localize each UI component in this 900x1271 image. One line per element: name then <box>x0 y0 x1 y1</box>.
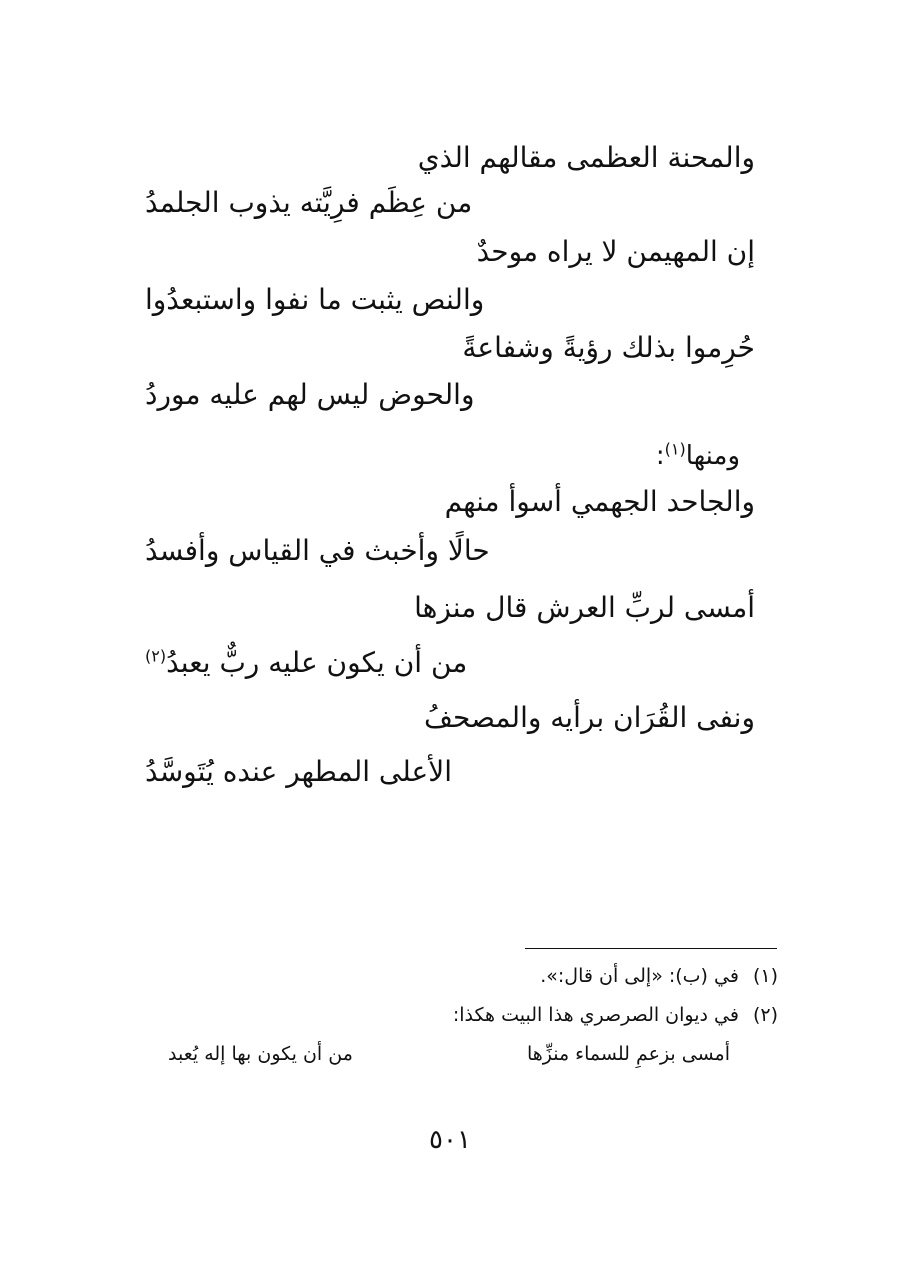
footnote-separator <box>525 948 777 949</box>
verse-3-second-hemistich: والحوض ليس لهم عليه موردُ <box>145 378 475 411</box>
verse-4-second-hemistich: حالًا وأخبث في القياس وأفسدُ <box>145 534 490 567</box>
footnote-ref-1: (١) <box>664 439 686 459</box>
verse-6-first-hemistich: ونفى القُرَان برأيه والمصحفُ <box>424 701 755 734</box>
verse-5-second-hemistich <box>145 643 467 683</box>
verse-2-second-hemistich: والنص يثبت ما نفوا واستبعدُوا <box>145 283 485 316</box>
footnote-2-number: (٢) <box>752 1004 778 1026</box>
footnote-1 <box>540 962 778 990</box>
intro-text: ومنها <box>685 441 740 471</box>
section-intro <box>656 436 740 476</box>
footnote-verse-second-hemistich: من أن يكون بها إله يُعبد <box>168 1043 353 1065</box>
footnote-1-number: (١) <box>752 965 778 987</box>
footnote-ref-2: (٢) <box>145 646 167 666</box>
verse-5-first-hemistich: أمسى لربِّ العرش قال منزها <box>414 591 755 624</box>
verse-1-first-hemistich: والمحنة العظمى مقالهم الذي <box>417 141 755 174</box>
footnote-2-text: في ديوان الصرصري هذا البيت هكذا: <box>452 1004 739 1026</box>
verse-2-first-hemistich: إن المهيمن لا يراه موحدٌ <box>476 235 755 268</box>
verse-3-first-hemistich: حُرِموا بذلك رؤيةً وشفاعةً <box>462 331 755 364</box>
intro-colon: : <box>655 441 665 471</box>
verse-5-second-text: من أن يكون عليه ربٌّ يعبدُ <box>166 646 468 679</box>
footnote-verse-first-hemistich: أمسى بزعمِ للسماء منزِّها <box>526 1043 730 1065</box>
footnote-2 <box>453 1001 778 1029</box>
footnote-1-text: في (ب): «إلى أن قال:». <box>540 965 739 987</box>
verse-1-second-hemistich: من عِظَم فرِيَّته يذوب الجلمدُ <box>145 186 473 219</box>
page-number: ٥٠١ <box>429 1125 471 1155</box>
verse-4-first-hemistich: والجاحد الجهمي أسوأ منهم <box>444 485 755 518</box>
verse-6-second-hemistich: الأعلى المطهر عنده يُتَوسَّدُ <box>145 755 452 788</box>
